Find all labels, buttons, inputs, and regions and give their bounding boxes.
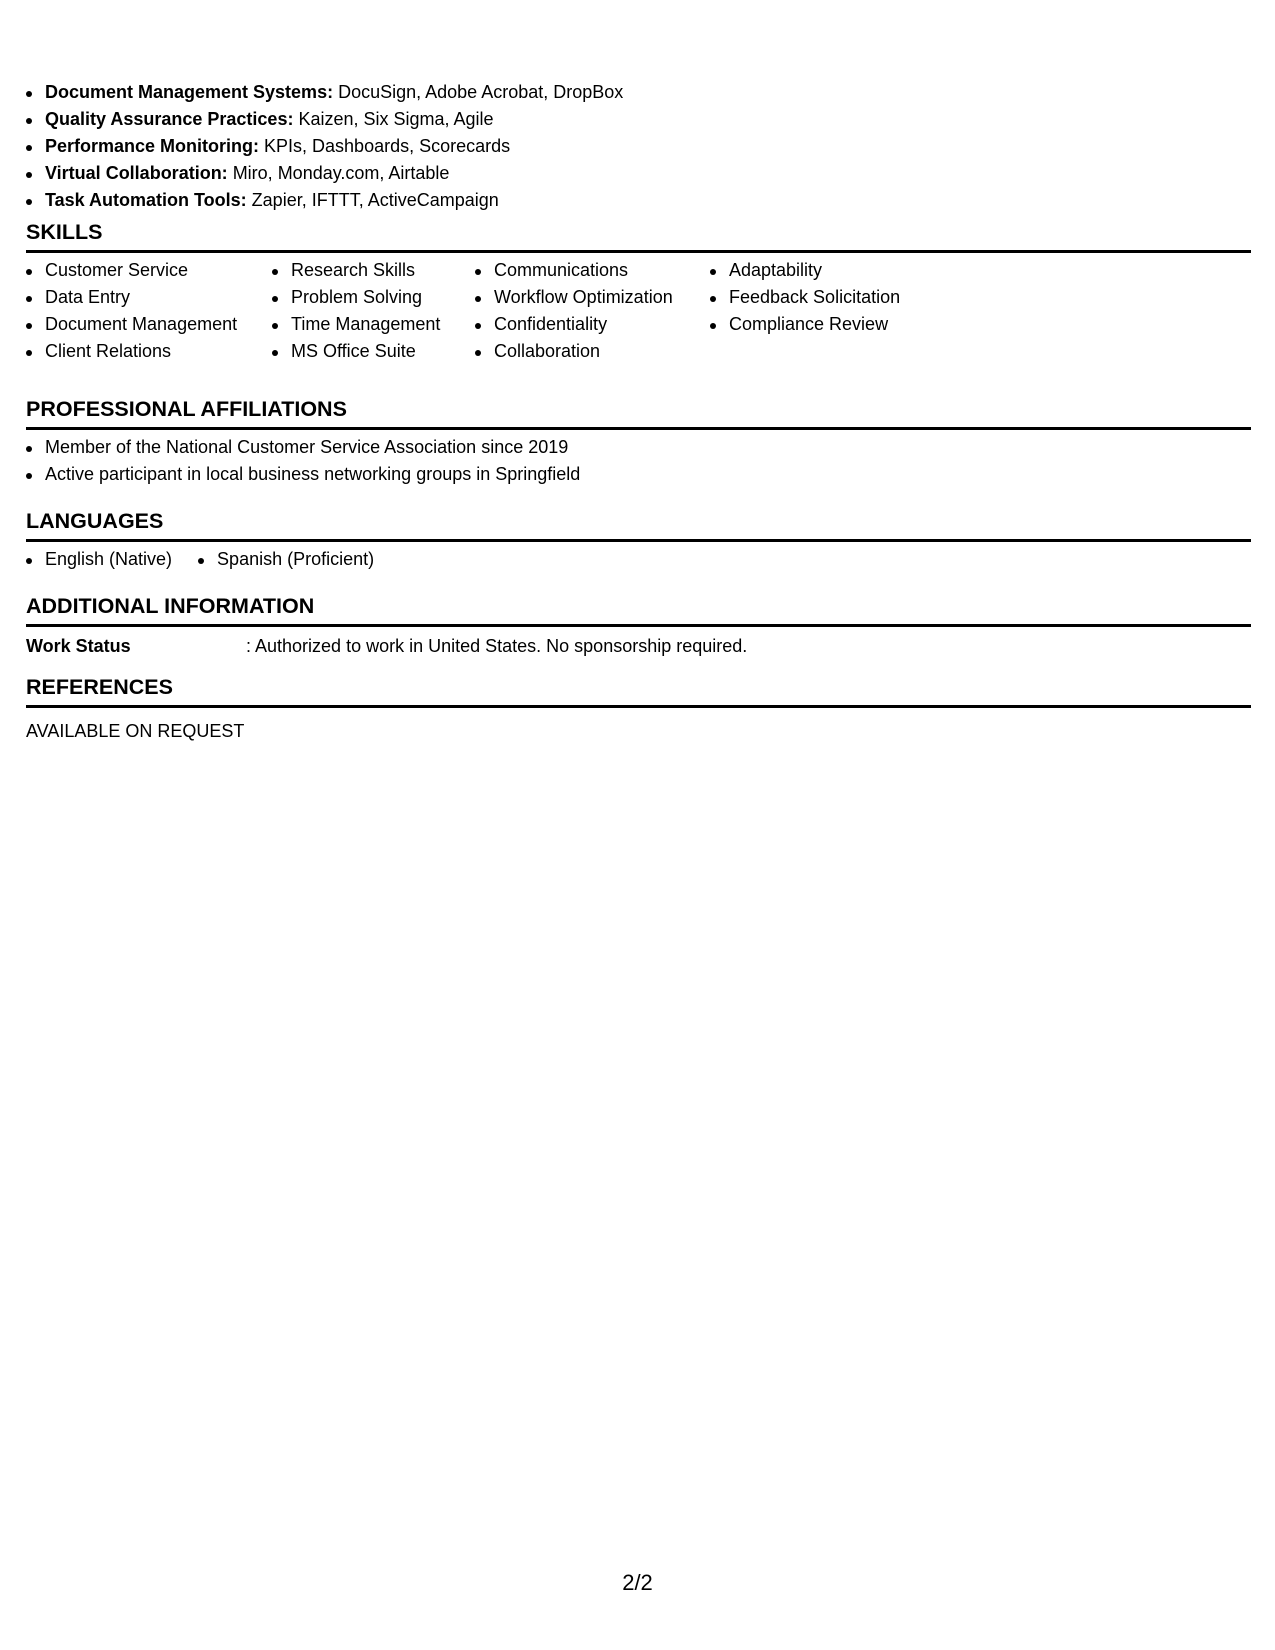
- skill-item: Collaboration: [475, 338, 710, 365]
- section-divider: [26, 427, 1251, 430]
- work-status-value: : Authorized to work in United States. No sponsorship required.: [246, 636, 748, 656]
- list-item: Document Management Systems: DocuSign, Adobe Acrobat, DropBox: [26, 79, 623, 106]
- work-status-row: [26, 633, 1251, 660]
- languages-list: [26, 546, 1251, 573]
- page-number: 2/2: [622, 1570, 653, 1595]
- tools-list: [26, 79, 623, 214]
- list-item: Performance Monitoring: KPIs, Dashboards, Scorecards: [26, 133, 623, 160]
- languages-section: [26, 508, 1251, 573]
- skills-column: [710, 257, 970, 365]
- skill-item: MS Office Suite: [272, 338, 475, 365]
- skill-item: Time Management: [272, 311, 475, 338]
- skills-column: [26, 257, 272, 365]
- skill-item: Communications: [475, 257, 710, 284]
- skill-item: Adaptability: [710, 257, 970, 284]
- affiliations-section: [26, 396, 1251, 488]
- skill-item: Problem Solving: [272, 284, 475, 311]
- language-item: Spanish (Proficient): [198, 546, 374, 573]
- section-divider: [26, 624, 1251, 627]
- list-item: Task Automation Tools: Zapier, IFTTT, ActiveCampaign: [26, 187, 623, 214]
- section-divider: [26, 705, 1251, 708]
- skill-item: Data Entry: [26, 284, 272, 311]
- skills-column: [272, 257, 475, 365]
- section-divider: [26, 539, 1251, 542]
- section-title: ADDITIONAL INFORMATION: [26, 594, 315, 618]
- skill-item: Compliance Review: [710, 311, 970, 338]
- list-item: Member of the National Customer Service Association since 2019: [26, 434, 1251, 461]
- skill-item: Feedback Solicitation: [710, 284, 970, 311]
- work-status-label: Work Status: [26, 636, 131, 656]
- section-title: REFERENCES: [26, 675, 173, 699]
- section-title: LANGUAGES: [26, 509, 164, 533]
- skill-item: Customer Service: [26, 257, 272, 284]
- language-item: English (Native): [26, 546, 172, 573]
- list-item: Quality Assurance Practices: Kaizen, Six Sigma, Agile: [26, 106, 623, 133]
- affiliations-list: [26, 434, 1251, 488]
- skills-section: [26, 219, 1251, 365]
- list-item: Active participant in local business networking groups in Springfield: [26, 461, 1251, 488]
- references-section: [26, 674, 1251, 745]
- skills-column: [475, 257, 710, 365]
- skills-columns: [26, 257, 1251, 365]
- section-title: SKILLS: [26, 220, 103, 244]
- skill-item: Research Skills: [272, 257, 475, 284]
- list-item: Virtual Collaboration: Miro, Monday.com, Airtable: [26, 160, 623, 187]
- section-title: PROFESSIONAL AFFILIATIONS: [26, 397, 347, 421]
- references-text: AVAILABLE ON REQUEST: [26, 721, 245, 741]
- skill-item: Client Relations: [26, 338, 272, 365]
- section-divider: [26, 250, 1251, 253]
- skill-item: Document Management: [26, 311, 272, 338]
- additional-info-section: [26, 593, 1251, 660]
- skill-item: Workflow Optimization: [475, 284, 710, 311]
- skill-item: Confidentiality: [475, 311, 710, 338]
